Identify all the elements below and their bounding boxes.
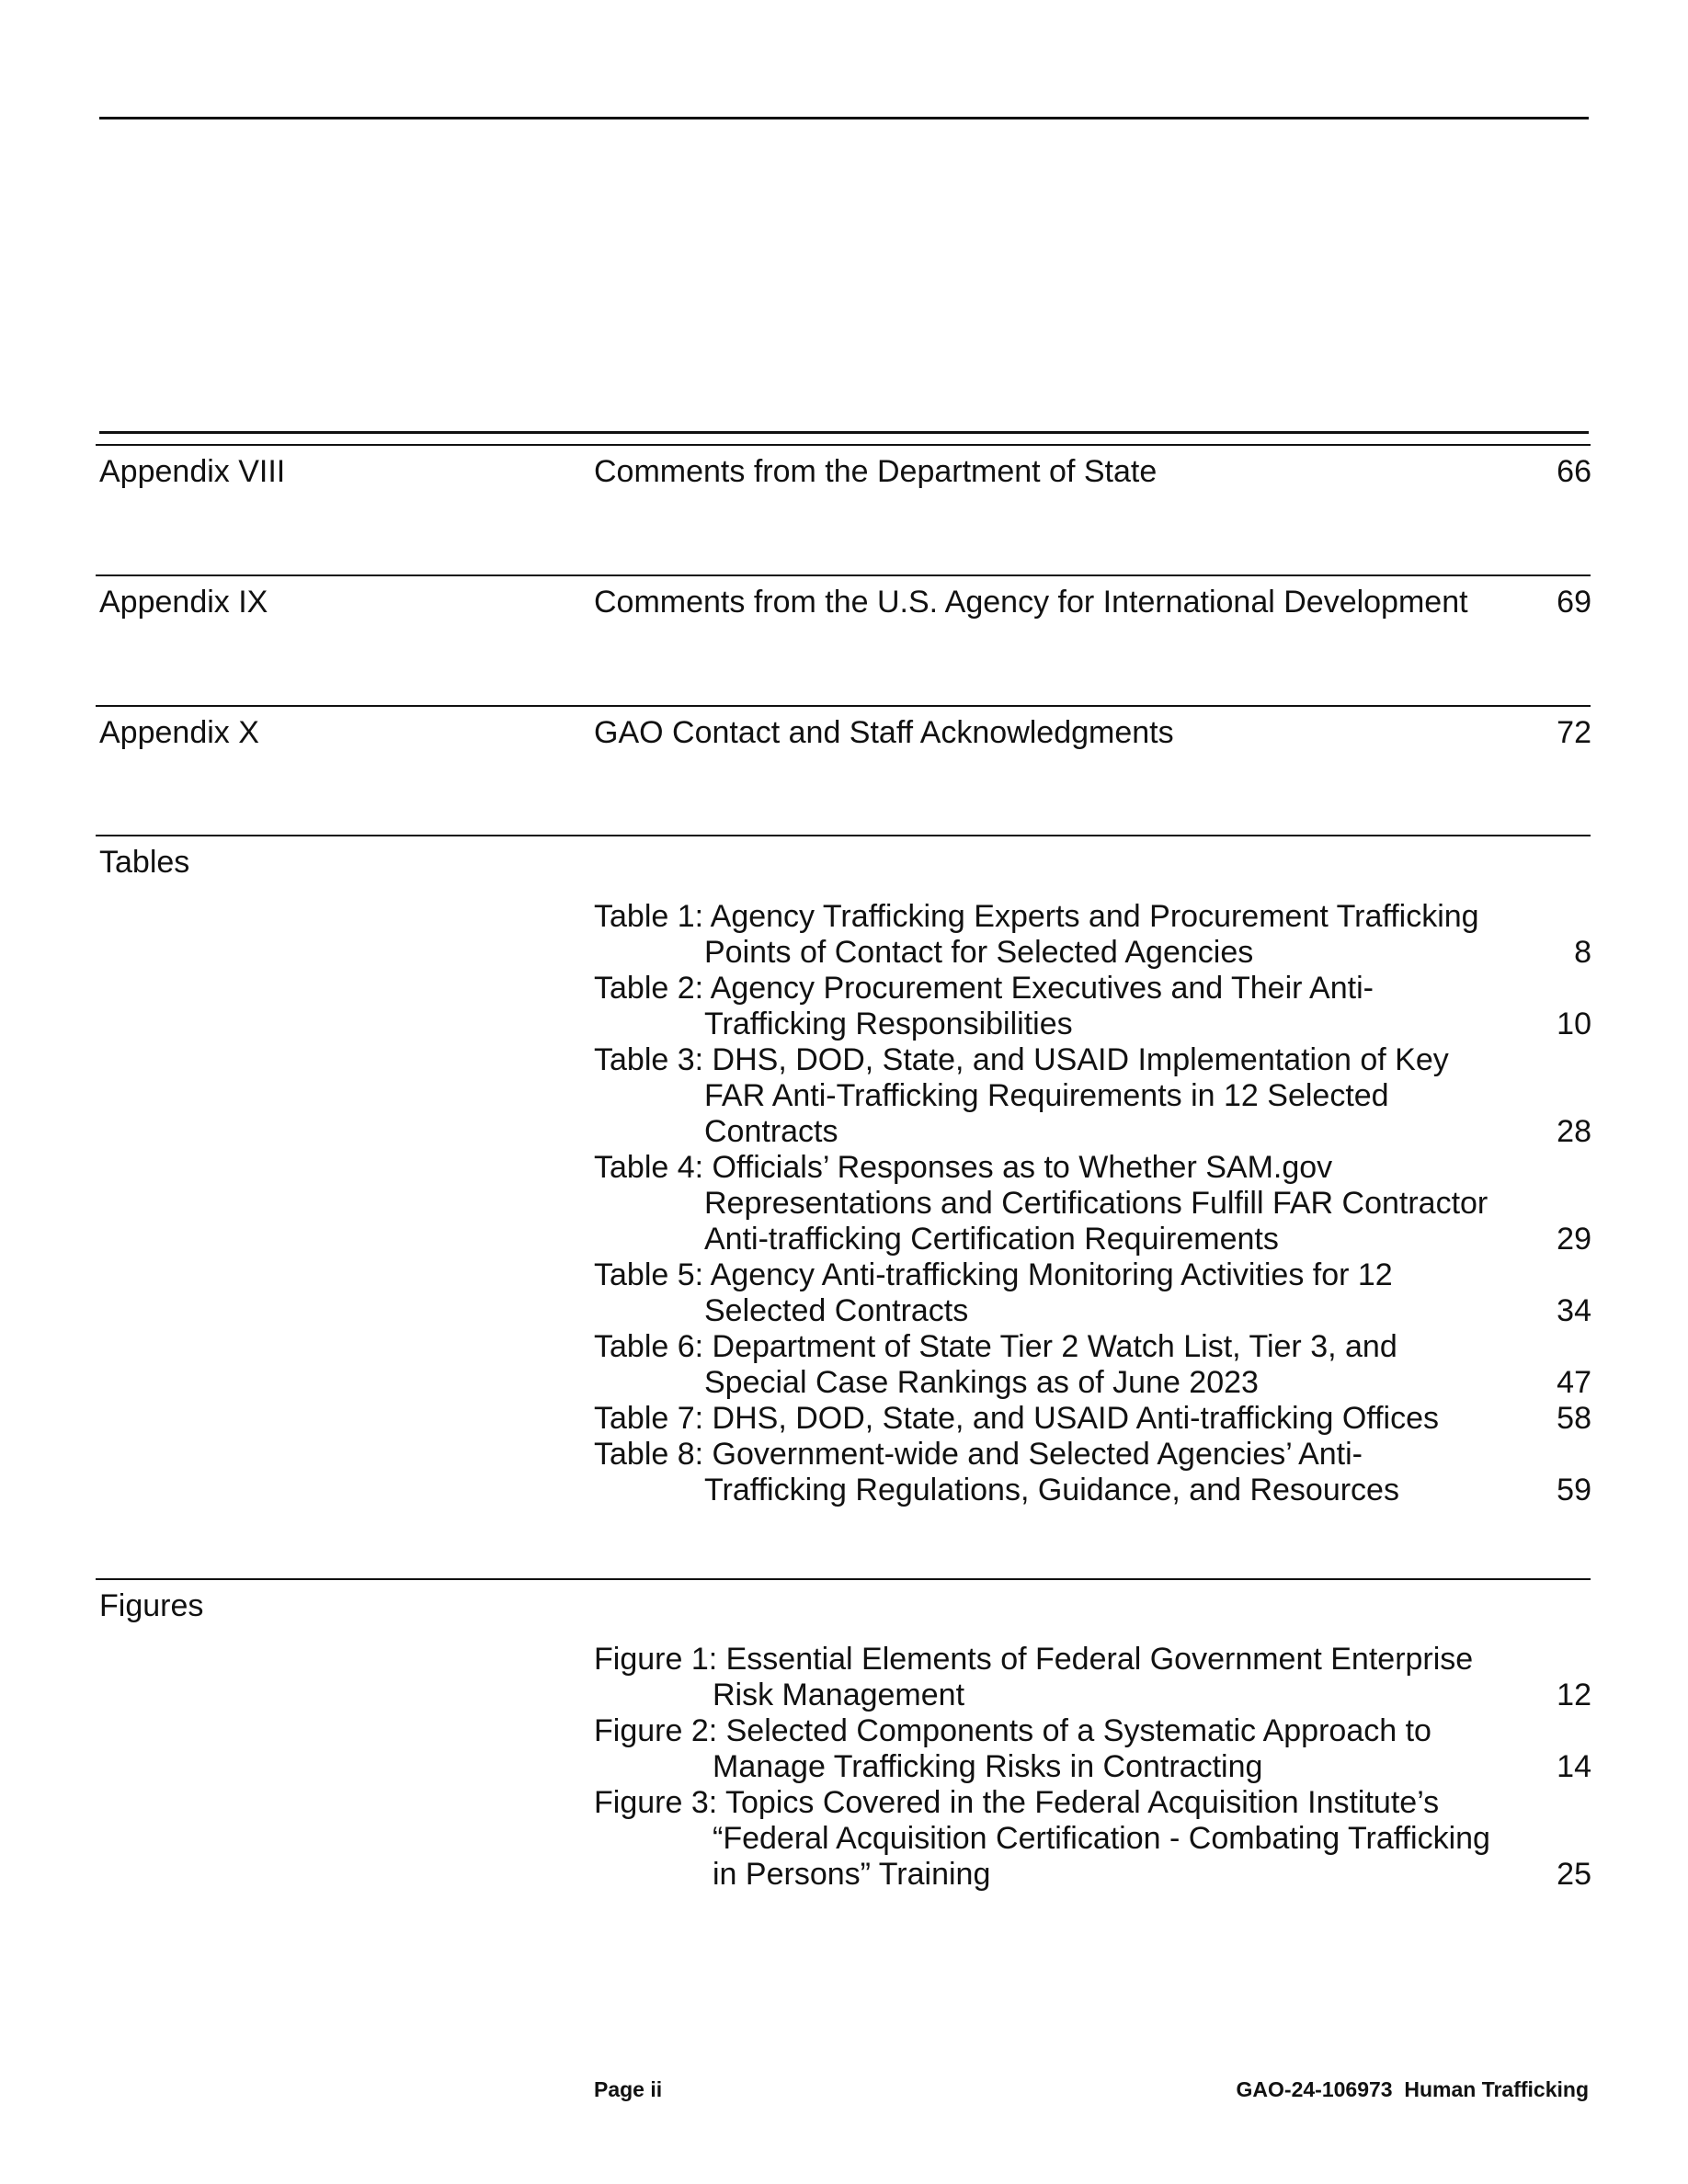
figures-rule [96,1578,1591,1580]
appendix-ix-rule [96,574,1591,576]
entry-line: Anti-trafficking Certification Requirements [704,1222,1279,1257]
entry-line: Table 8: Government-wide and Selected Agencies’ Anti- [594,1437,1363,1472]
tables-heading: Tables [99,845,190,880]
entry-line: Contracts [704,1114,838,1149]
entry-line: Table 3: DHS, DOD, State, and USAID Implementation of Key [594,1042,1449,1077]
appendix-page-number: 69 [1557,585,1591,620]
figure-entry-2[interactable] [594,1713,1431,1785]
tables-rule [96,835,1591,836]
entry-line: Representations and Certifications Fulfill FAR Contractor [704,1186,1488,1221]
entry-line: Special Case Rankings as of June 2023 [704,1365,1259,1400]
footer-report-id: GAO-24-106973 Human Trafficking [1236,2077,1589,2101]
table-entry-4[interactable] [594,1150,1488,1257]
entry-line: Trafficking Regulations, Guidance, and Resources [704,1473,1399,1507]
table-4-page-number: 29 [1557,1222,1591,1257]
figures-heading: Figures [99,1588,204,1623]
table-8-page-number: 59 [1557,1473,1591,1507]
appendix-label: Appendix IX [99,585,268,620]
appendix-x-rule [96,705,1591,707]
appendix-double-rule-top [99,431,1589,434]
table-7-page-number: 58 [1557,1401,1591,1436]
entry-line: Table 4: Officials’ Responses as to Whether SAM.gov [594,1150,1333,1185]
entry-line: Points of Contact for Selected Agencies [704,935,1254,970]
appendix-label: Appendix X [99,715,259,750]
appendix-viii-rule [96,444,1591,446]
table-2-page-number: 10 [1557,1007,1591,1041]
entry-line: Table 7: DHS, DOD, State, and USAID Anti-trafficking Offices [594,1401,1440,1436]
entry-line: Table 2: Agency Procurement Executives and Their Anti- [594,971,1374,1006]
table-entry-5[interactable] [594,1257,1393,1329]
table-entry-2[interactable] [594,971,1374,1042]
entry-line: Figure 3: Topics Covered in the Federal Acquisition Institute’s [594,1785,1440,1820]
figure-3-page-number: 25 [1557,1857,1591,1892]
entry-line: Risk Management [713,1678,965,1712]
top-rule [99,117,1589,119]
entry-line: Manage Trafficking Risks in Contracting [713,1749,1263,1784]
footer-page-number: Page ii [594,2077,663,2101]
entry-line: Figure 2: Selected Components of a Systematic Approach to [594,1713,1431,1748]
entry-line: Table 6: Department of State Tier 2 Watch List, Tier 3, and [594,1329,1397,1364]
figure-2-page-number: 14 [1557,1749,1591,1784]
appendix-title: GAO Contact and Staff Acknowledgments [594,715,1174,750]
table-3-page-number: 28 [1557,1114,1591,1149]
table-1-page-number: 8 [1574,935,1591,970]
table-entry-3[interactable] [594,1042,1449,1150]
figure-1-page-number: 12 [1557,1678,1591,1712]
figure-entry-3[interactable] [594,1785,1490,1893]
table-6-page-number: 47 [1557,1365,1591,1400]
entry-line: “Federal Acquisition Certification - Combating Trafficking [713,1821,1490,1856]
table-entry-7[interactable] [594,1401,1440,1437]
entry-line: FAR Anti-Trafficking Requirements in 12 Selected [704,1078,1389,1113]
appendix-title: Comments from the Department of State [594,454,1158,489]
table-entry-8[interactable] [594,1437,1399,1508]
entry-line: Trafficking Responsibilities [704,1007,1073,1041]
entry-line: Table 1: Agency Trafficking Experts and Procurement Trafficking [594,899,1479,934]
appendix-page-number: 66 [1557,454,1591,489]
table-5-page-number: 34 [1557,1293,1591,1328]
appendix-label: Appendix VIII [99,454,286,489]
entry-line: in Persons” Training [713,1857,991,1892]
appendix-title: Comments from the U.S. Agency for International Development [594,585,1468,620]
appendix-page-number: 72 [1557,715,1591,750]
figure-entry-1[interactable] [594,1642,1474,1713]
entry-line: Figure 1: Essential Elements of Federal Government Enterprise [594,1642,1474,1677]
entry-line: Table 5: Agency Anti-trafficking Monitoring Activities for 12 [594,1257,1393,1292]
entry-line: Selected Contracts [704,1293,969,1328]
table-entry-6[interactable] [594,1329,1397,1401]
table-entry-1[interactable] [594,899,1479,971]
